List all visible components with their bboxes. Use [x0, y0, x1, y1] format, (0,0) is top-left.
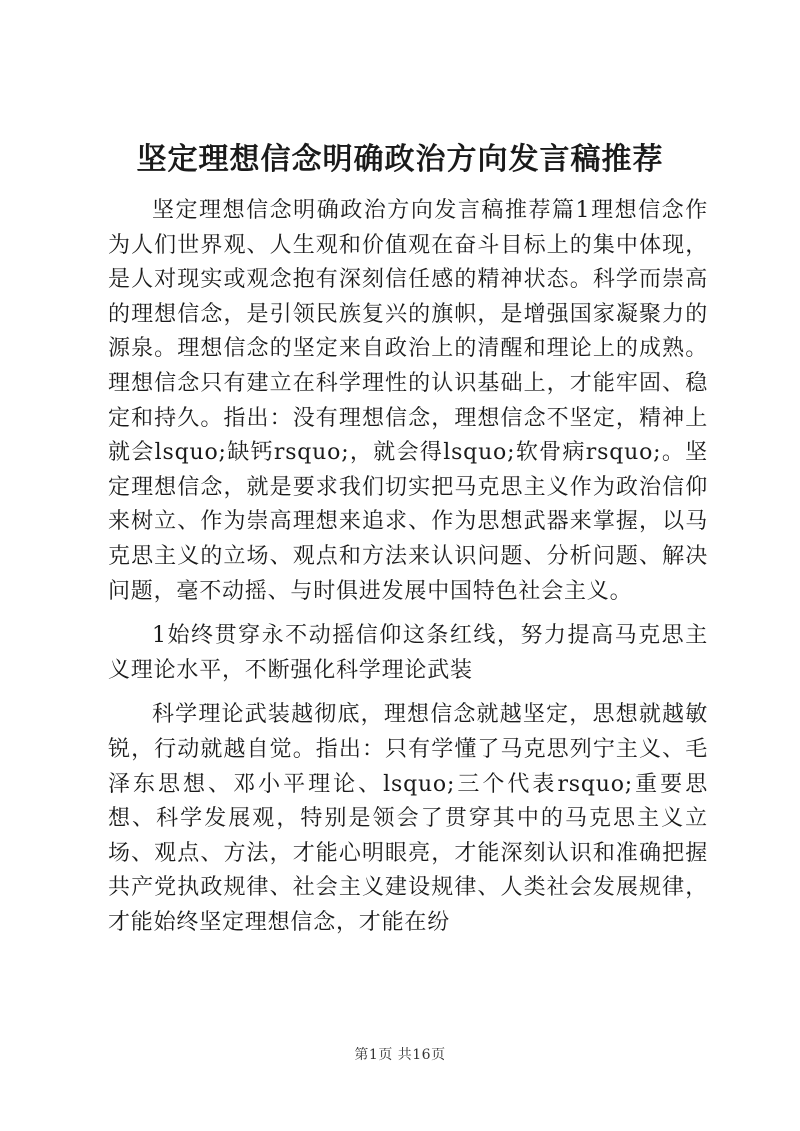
- document-title: 坚定理想信念明确政治方向发言稿推荐: [136, 142, 664, 177]
- paragraph: 科学理论武装越彻底，理想信念就越坚定，思想就越敏锐，行动就越自觉。指出：只有学懂了马克思列宁主义、毛泽东思想、邓小平理论、lsquo;三个代表rsquo;重要思想、科学发展观，特别是领会了贯穿其中的马克思主义立场、观点、方法，才能心明眼亮，才能深刻认识和准确把握共产党执政规律、社会主义建设规律、人类社会发展规律，才能始终坚定理想信念，才能在纷: [108, 702, 708, 935]
- paragraph: 1始终贯穿永不动摇信仰这条红线，努力提高马克思主义理论水平，不断强化科学理论武装: [108, 623, 708, 683]
- page-number: 第1页 共16页: [354, 1047, 446, 1063]
- paragraph: 坚定理想信念明确政治方向发言稿推荐篇1理想信念作为人们世界观、人生观和价值观在奋斗目标上的集中体现，是人对现实或观念抱有深刻信任感的精神状态。科学而崇高的理想信念，是引领民族复兴的旗帜，是增强国家凝聚力的源泉。理想信念的坚定来自政治上的清醒和理论上的成熟。理想信念只有建立在科学理性的认识基础上，才能牢固、稳定和持久。指出：没有理想信念，理想信念不坚定，精神上就会lsquo;缺钙rsquo;，就会得lsquo;软骨病rsquo;。坚定理想信念，就是要求我们切实把马克思主义作为政治信仰来树立、作为崇高理想来追求、作为思想武器来掌握，以马克思主义的立场、观点和方法来认识问题、分析问题、解决问题，毫不动摇、与时俱进发展中国特色社会主义。: [108, 198, 708, 604]
- document-body: [108, 194, 708, 940]
